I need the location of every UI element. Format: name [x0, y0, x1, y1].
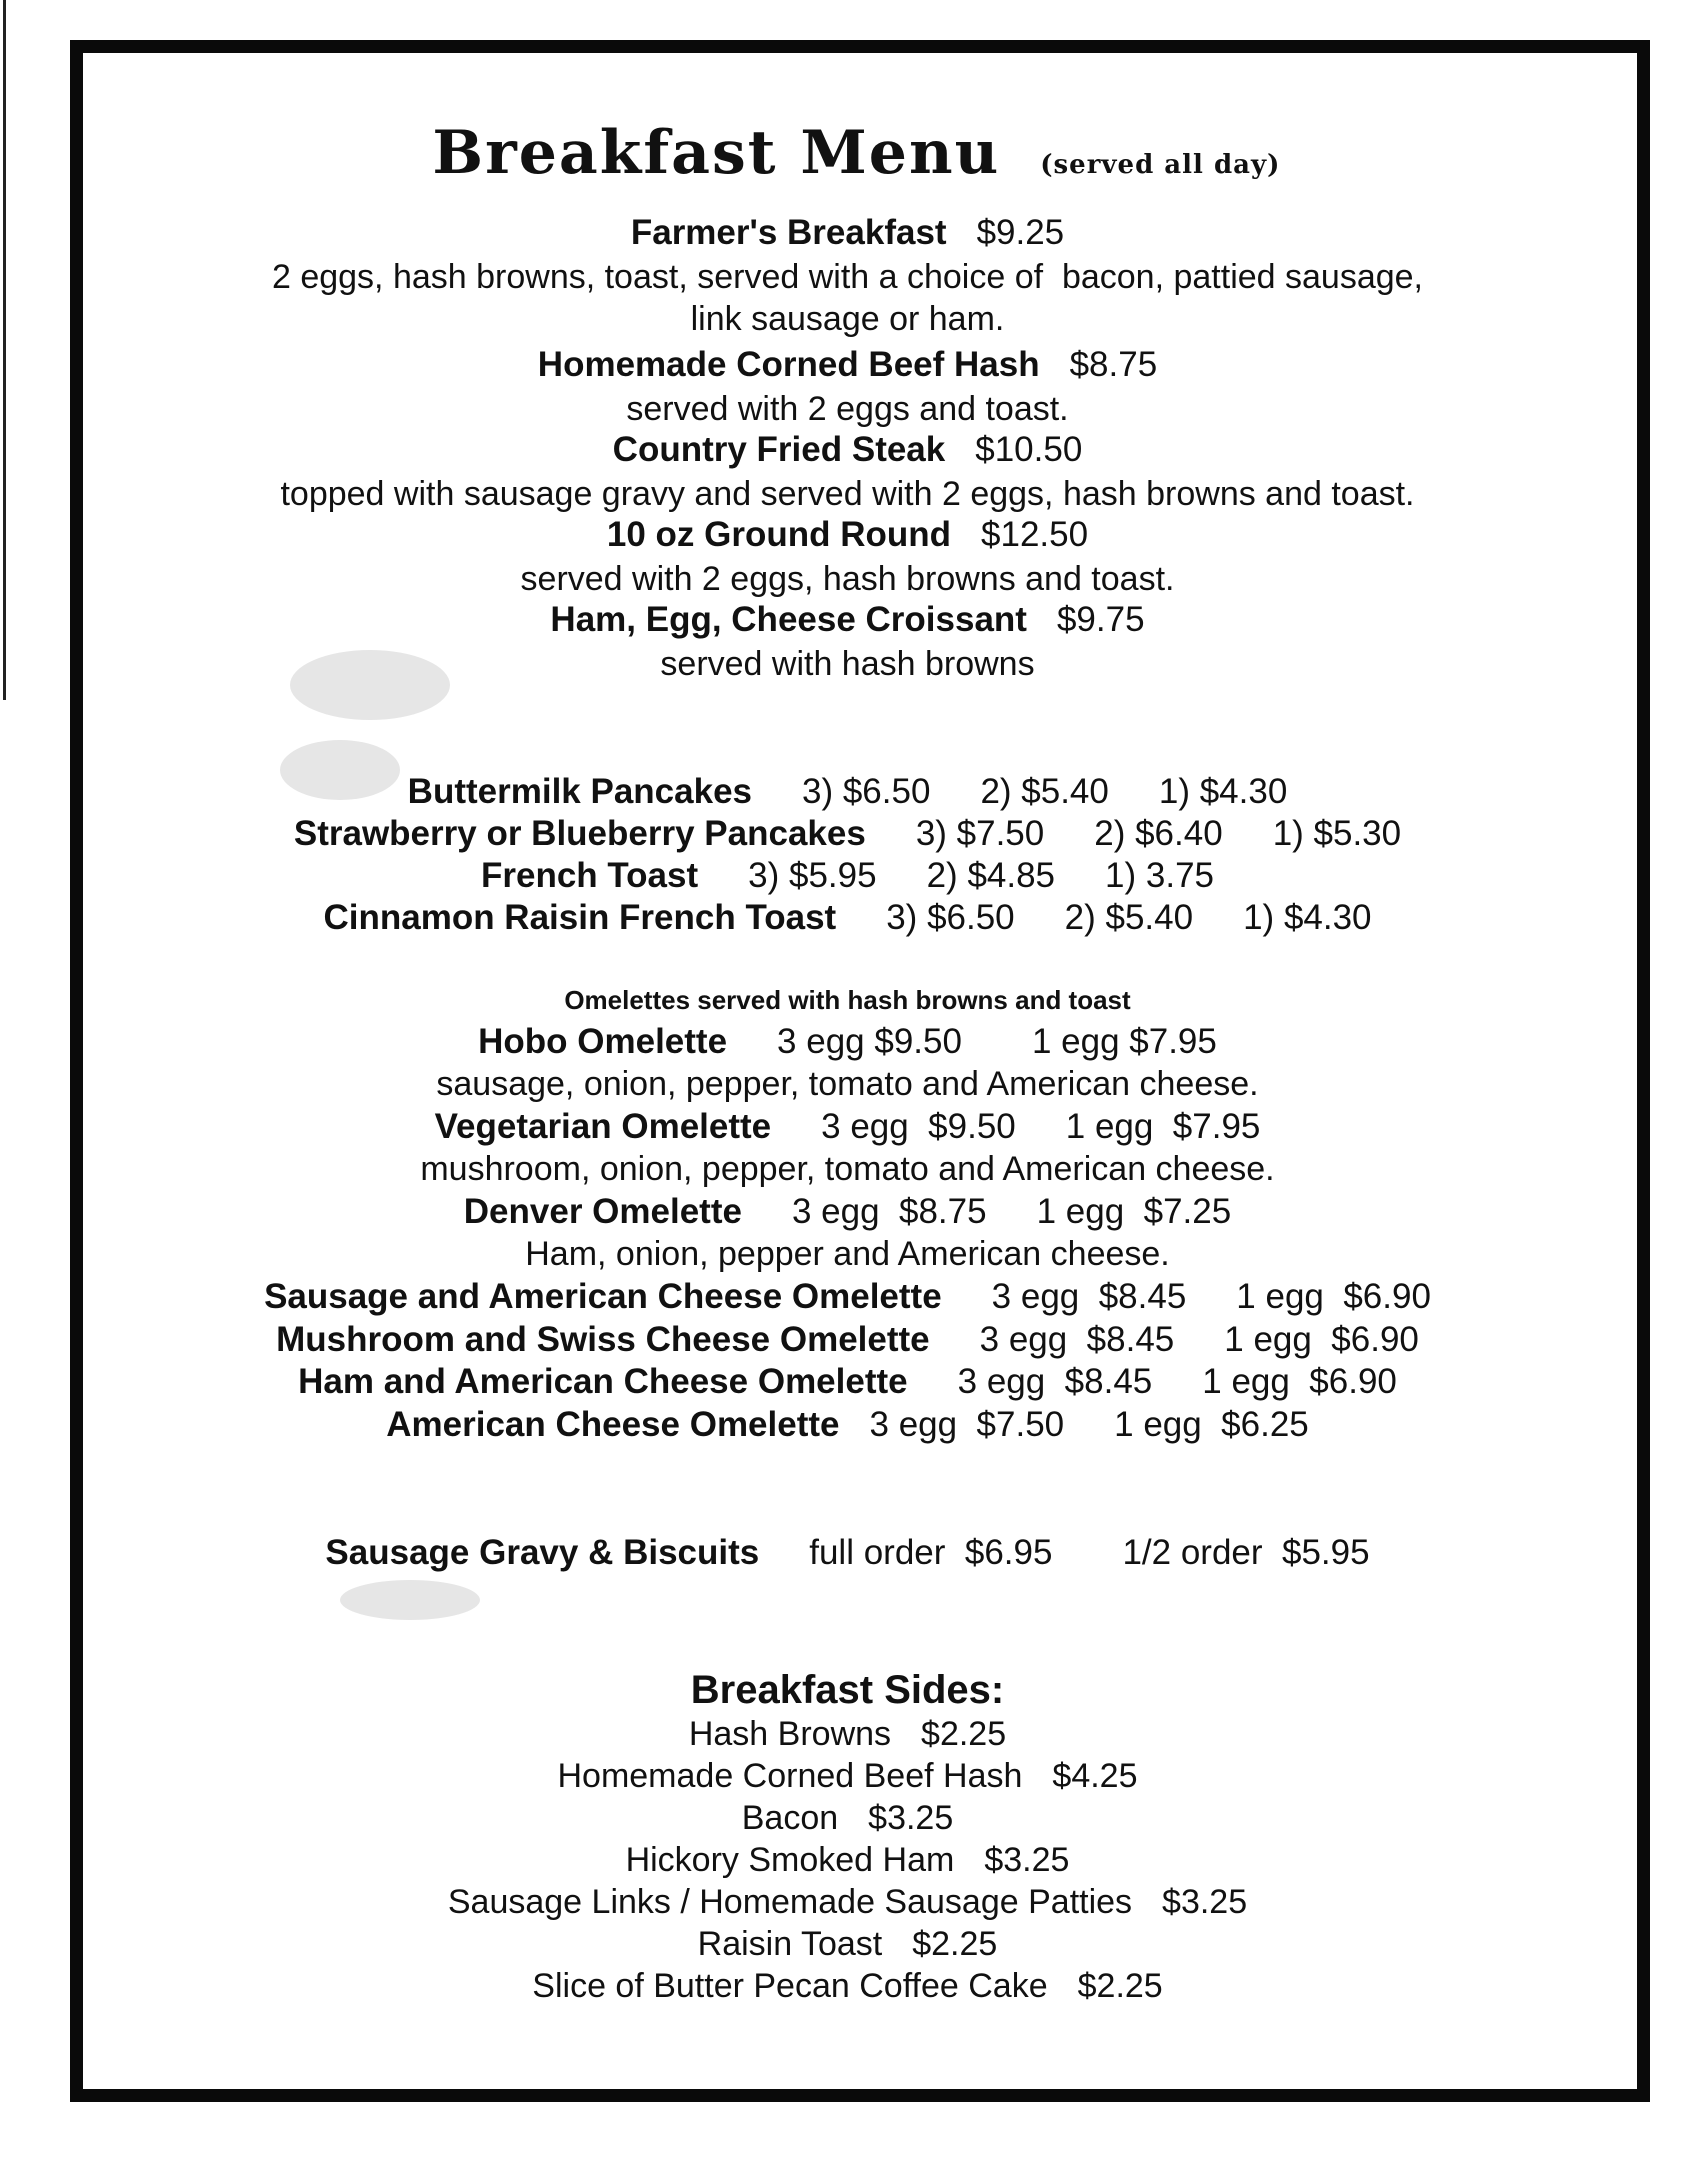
menu-item-line — [0, 430, 1695, 470]
griddle-item-line — [0, 814, 1695, 854]
price-two: 2) $5.40 — [980, 772, 1109, 811]
price-one-egg: 1 egg $7.95 — [1031, 1022, 1217, 1061]
price-three: 3) $6.50 — [886, 898, 1015, 937]
side-price: $2.25 — [1077, 1967, 1163, 2005]
side-price: $3.25 — [868, 1799, 954, 1837]
sides-heading: Breakfast Sides: — [690, 1668, 1005, 1712]
item-price: $9.75 — [1056, 600, 1145, 639]
item-price: $9.25 — [976, 213, 1065, 252]
omelette-item-line — [0, 1022, 1695, 1062]
menu-item-line — [0, 345, 1695, 385]
side-name: Homemade Corned Beef Hash — [557, 1757, 1023, 1795]
price-three-egg: 3 egg $7.50 — [869, 1405, 1065, 1444]
price-full-order: full order $6.95 — [809, 1533, 1053, 1572]
item-name: Cinnamon Raisin French Toast — [323, 898, 837, 937]
price-one: 1) $4.30 — [1243, 898, 1372, 937]
item-description: Ham, onion, pepper and American cheese. — [525, 1235, 1170, 1273]
scan-speck — [340, 1580, 480, 1620]
item-name: Ham, Egg, Cheese Croissant — [550, 600, 1027, 639]
item-name: Country Fried Steak — [612, 430, 946, 469]
item-description: served with 2 eggs, hash browns and toast. — [520, 560, 1175, 598]
griddle-item-line — [0, 898, 1695, 938]
side-item-line — [0, 1757, 1695, 1796]
item-name: Homemade Corned Beef Hash — [537, 345, 1040, 384]
side-item-line — [0, 1799, 1695, 1838]
item-name: Vegetarian Omelette — [434, 1107, 772, 1146]
item-name: Mushroom and Swiss Cheese Omelette — [276, 1320, 930, 1359]
menu-item-line — [0, 600, 1695, 640]
price-one: 1) $4.30 — [1158, 772, 1288, 811]
price-three-egg: 3 egg $9.50 — [777, 1022, 962, 1061]
item-price: $10.50 — [975, 430, 1083, 469]
item-name: Strawberry or Blueberry Pancakes — [293, 814, 866, 853]
price-one-egg: 1 egg $6.25 — [1114, 1405, 1309, 1444]
side-price: $2.25 — [921, 1715, 1007, 1753]
side-name: Sausage Links / Homemade Sausage Patties — [447, 1883, 1133, 1921]
omelette-item-line — [0, 1405, 1695, 1445]
item-description: sausage, onion, pepper, tomato and American cheese. — [436, 1065, 1259, 1103]
item-name: Denver Omelette — [463, 1192, 742, 1231]
price-three-egg: 3 egg $8.45 — [979, 1320, 1175, 1359]
omelette-item-line — [0, 1277, 1695, 1317]
price-three-egg: 3 egg $9.50 — [821, 1107, 1016, 1146]
side-price: $4.25 — [1052, 1757, 1138, 1795]
griddle-item-line — [0, 856, 1695, 896]
price-three: 3) $6.50 — [802, 772, 931, 811]
price-one-egg: 1 egg $6.90 — [1202, 1362, 1397, 1401]
item-description: served with 2 eggs and toast. — [626, 390, 1069, 428]
item-name: Farmer's Breakfast — [630, 213, 947, 252]
side-name: Slice of Butter Pecan Coffee Cake — [532, 1967, 1048, 2005]
side-price: $2.25 — [912, 1925, 998, 1963]
menu-item-line — [0, 213, 1695, 253]
item-name: Sausage and American Cheese Omelette — [264, 1277, 942, 1316]
price-one: 1) $5.30 — [1272, 814, 1402, 853]
omelette-item-line — [0, 1362, 1695, 1402]
price-one-egg: 1 egg $6.90 — [1236, 1277, 1431, 1316]
price-three-egg: 3 egg $8.45 — [957, 1362, 1153, 1401]
side-name: Hash Browns — [688, 1715, 892, 1753]
item-description: served with hash browns — [660, 645, 1035, 683]
price-one: 1) 3.75 — [1105, 856, 1214, 895]
griddle-item-line — [0, 772, 1695, 812]
price-two: 2) $5.40 — [1064, 898, 1194, 937]
side-item-line — [0, 1715, 1695, 1754]
omelette-item-line — [0, 1192, 1695, 1232]
item-name: French Toast — [480, 856, 699, 895]
price-one-egg: 1 egg $7.25 — [1036, 1192, 1232, 1231]
price-two: 2) $4.85 — [926, 856, 1056, 895]
side-item-line — [0, 1925, 1695, 1964]
item-name: Hobo Omelette — [478, 1022, 728, 1061]
side-name: Raisin Toast — [697, 1925, 883, 1963]
side-price: $3.25 — [1162, 1883, 1248, 1921]
item-name: Sausage Gravy & Biscuits — [325, 1533, 760, 1572]
side-name: Bacon — [741, 1799, 839, 1837]
item-name: Ham and American Cheese Omelette — [298, 1362, 908, 1401]
price-half-order: 1/2 order $5.95 — [1122, 1533, 1370, 1572]
item-description: topped with sausage gravy and served with 2 eggs, hash browns and toast. — [280, 475, 1415, 513]
menu-subtitle: (served all day) — [1040, 150, 1281, 180]
side-item-line — [0, 1841, 1695, 1880]
omelette-item-line — [0, 1320, 1695, 1360]
menu-item-line — [0, 515, 1695, 555]
item-price: $8.75 — [1069, 345, 1158, 384]
menu-title: Breakfast Menu — [432, 118, 1001, 188]
side-item-line — [0, 1967, 1695, 2006]
price-three-egg: 3 egg $8.75 — [791, 1192, 987, 1231]
gravy-item-line — [0, 1533, 1695, 1573]
item-name: 10 oz Ground Round — [606, 515, 952, 554]
price-three: 3) $7.50 — [915, 814, 1045, 853]
omelette-item-line — [0, 1107, 1695, 1147]
menu-header — [0, 100, 1695, 206]
item-name: American Cheese Omelette — [386, 1405, 840, 1444]
side-name: Hickory Smoked Ham — [625, 1841, 955, 1879]
item-description: mushroom, onion, pepper, tomato and American cheese. — [420, 1150, 1275, 1188]
item-description: link sausage or ham. — [690, 300, 1005, 338]
omelette-note: Omelettes served with hash browns and toast — [564, 985, 1131, 1015]
price-one-egg: 1 egg $7.95 — [1065, 1107, 1261, 1146]
price-two: 2) $6.40 — [1094, 814, 1223, 853]
item-name: Buttermilk Pancakes — [407, 772, 752, 811]
item-price: $12.50 — [981, 515, 1089, 554]
price-one-egg: 1 egg $6.90 — [1224, 1320, 1419, 1359]
price-three: 3) $5.95 — [748, 856, 877, 895]
price-three-egg: 3 egg $8.45 — [991, 1277, 1187, 1316]
side-price: $3.25 — [984, 1841, 1070, 1879]
item-description: 2 eggs, hash browns, toast, served with a choice of bacon, pattied sausage, — [271, 258, 1424, 296]
side-item-line — [0, 1883, 1695, 1922]
